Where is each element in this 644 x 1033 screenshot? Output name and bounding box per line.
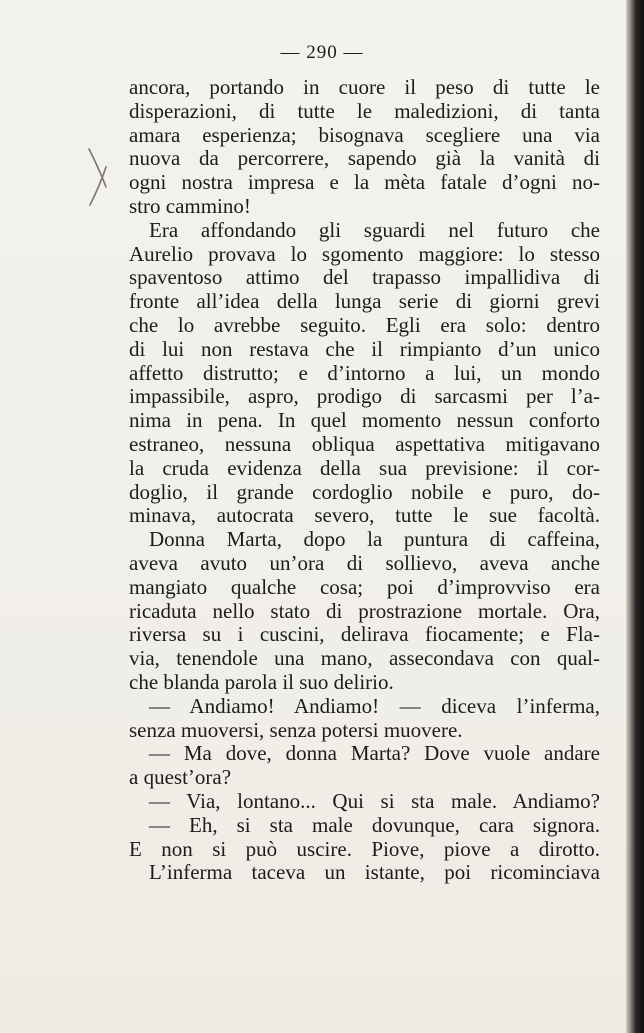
text-line: via, tenendole una mano, assecondava con qual- (129, 646, 600, 671)
text-line: che lo avrebbe seguito. Egli era solo: dentro (129, 312, 600, 337)
book-binding-edge (626, 0, 644, 1033)
text-line: la cruda evidenza della sua previsione: il cor- (129, 455, 600, 480)
text-line: a quest’ora? (129, 765, 232, 790)
text-line: ricaduta nello stato di prostrazione mortale. Ora, (129, 598, 600, 623)
text-line: spaventoso attimo del trapasso impallidiva di (129, 265, 600, 290)
text-line: minava, autocrata severo, tutte le sue facoltà. (129, 503, 600, 528)
text-line: che blanda parola il suo delirio. (129, 669, 394, 694)
text-line: impassibile, aspro, prodigo di sarcasmi per l’a- (129, 384, 600, 409)
page-number: — 290 — (280, 42, 364, 63)
text-line: — Via, lontano... Qui si sta male. Andiamo? (149, 788, 600, 813)
text-line: ancora, portando in cuore il peso di tutte le (129, 75, 600, 99)
body-text (129, 76, 600, 885)
text-line: stro cammino! (129, 193, 251, 218)
text-line: aveva avuto un’ora di sollievo, aveva anche (129, 550, 600, 575)
text-line: Aurelio provava lo sgomento maggiore: lo stesso (129, 241, 600, 266)
text-line: Donna Marta, dopo la puntura di caffeina, (149, 527, 600, 552)
text-line: — Andiamo! Andiamo! — diceva l’inferma, (149, 693, 600, 718)
text-line: riversa su i cuscini, delirava fiocamente; e Fla- (129, 622, 600, 647)
text-line: — Ma dove, donna Marta? Dove vuole andare (149, 741, 600, 766)
pencil-margin-mark (86, 147, 112, 207)
text-line: affetto distrutto; e d’intorno a lui, un mondo (129, 360, 600, 385)
text-line: Era affondando gli sguardi nel futuro che (149, 217, 600, 242)
text-line: fronte all’idea della lunga serie di giorni grevi (129, 289, 600, 314)
text-line: senza muoversi, senza potersi muovere. (129, 717, 463, 742)
text-line: mangiato qualche cosa; poi d’improvviso era (129, 574, 600, 599)
text-line: estraneo, nessuna obliqua aspettativa mitigavano (129, 431, 600, 456)
text-line: nuova da percorrere, sapendo già la vanità di (129, 146, 600, 171)
text-line: E non si può uscire. Piove, piove a dirotto. (129, 836, 600, 861)
text-line: ogni nostra impresa e la mèta fatale d’ogni no- (129, 170, 600, 195)
text-line: amara esperienza; bisognava scegliere una via (129, 122, 600, 147)
text-line: di lui non restava che il rimpianto d’un unico (129, 336, 600, 361)
text-line: — Eh, si sta male dovunque, cara signora. (149, 812, 600, 837)
text-line: doglio, il grande cordoglio nobile e puro, do- (129, 479, 600, 504)
text-line: disperazioni, di tutte le maledizioni, di tanta (129, 98, 600, 123)
text-line: L’inferma taceva un istante, poi ricominciava (149, 860, 600, 885)
text-line: nima in pena. In quel momento nessun conforto (129, 408, 600, 433)
